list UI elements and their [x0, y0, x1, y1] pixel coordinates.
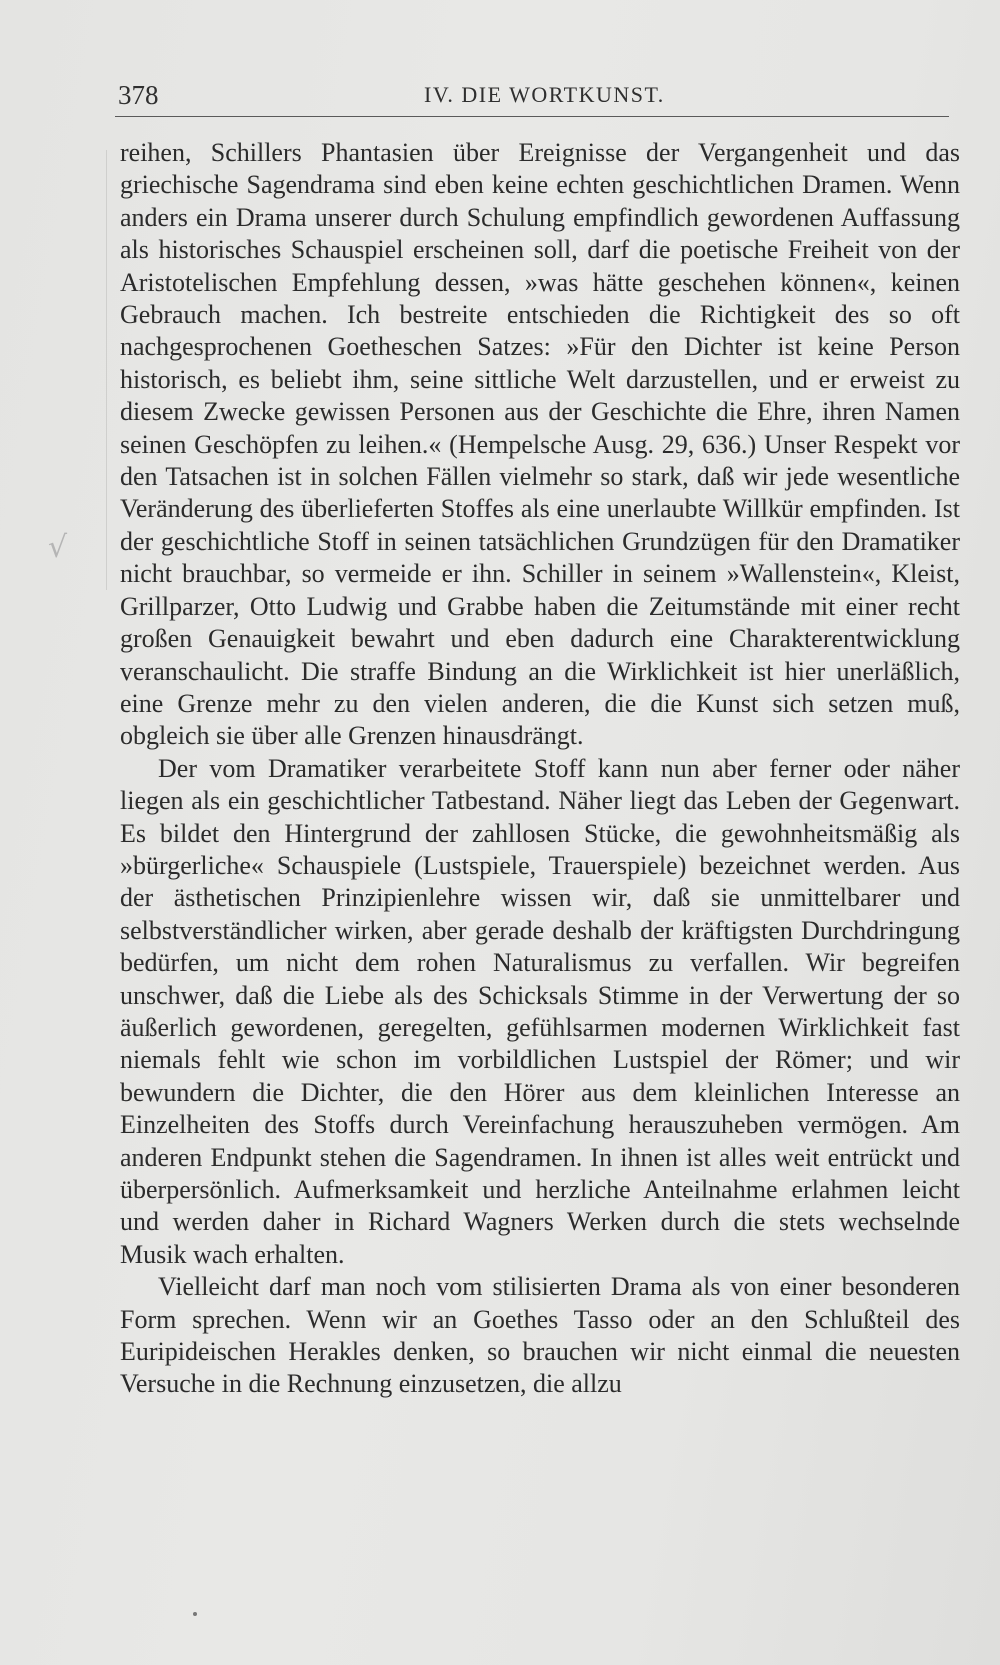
- page-number: 378: [118, 80, 159, 110]
- running-head: IV. DIE WORTKUNST.: [424, 82, 665, 107]
- ink-speck: [193, 1612, 197, 1616]
- body-text: [120, 137, 960, 1401]
- paragraph-3: Vielleicht darf man noch vom stilisierten Drama als von einer besonderen Form sprechen. Wenn wir an Goethes Tasso oder an den Schlußteil des Euripideischen Herakles denken, so brauchen wir nicht einmal die neuesten Versuche in die Rechnung einzusetzen, die allzu: [120, 1272, 960, 1399]
- margin-pencil-mark: √: [48, 530, 68, 565]
- margin-pencil-line: [106, 150, 107, 590]
- header-rule: [115, 116, 949, 117]
- page-header: [118, 80, 948, 116]
- paragraph-2: Der vom Dramatiker verarbeitete Stoff kann nun aber ferner oder näher liegen als ein geschichtlicher Tatbestand. Näher liegt das Leben der Gegenwart. Es bildet den Hintergrund der zahllosen Stücke, die gewohnheitsmäßig als »bürgerliche« Schauspiele (Lustspiele, Trauerspiele) bezeichnet werden. Aus der ästhetischen Prinzipienlehre wissen wir, daß sie unmittelbarer und selbstverständlicher wirken, aber gerade deshalb der kräftigsten Durchdringung bedürfen, um nicht dem rohen Naturalismus zu verfallen. Wir begreifen unschwer, daß die Liebe als des Schicksals Stimme in der Verwertung der so äußerlich gewordenen, geregelten, gefühlsarmen modernen Wirklichkeit fast niemals fehlt wie schon im vorbildlichen Lustspiel der Römer; und wir bewundern die Dichter, die den Hörer aus dem kleinlichen Interesse an Einzelheiten des Stoffs durch Vereinfachung herauszuheben vermögen. Am anderen Endpunkt stehen die Sagendramen. In ihnen ist alles weit entrückt und überpersönlich. Aufmerksamkeit und herzliche Anteilnahme erlahmen leicht und werden daher in Richard Wagners Werken durch die stets wechselnde Musik wach erhalten.: [120, 753, 960, 1269]
- paragraph-1: reihen, Schillers Phantasien über Ereignisse der Vergangenheit und das griechische Sagendrama sind eben keine echten geschichtlichen Dramen. Wenn anders ein Drama unserer durch Schulung empfindlich gewordenen Auffassung als historisches Schauspiel erscheinen soll, darf die poetische Freiheit von der Aristotelischen Empfehlung dessen, »was hätte geschehen können«, keinen Gebrauch machen. Ich bestreite entschieden die Richtigkeit des so oft nachgesprochenen Goetheschen Satzes: »Für den Dichter ist keine Person historisch, es beliebt ihm, seine sittliche Welt darzustellen, und er erweist zu diesem Zwecke gewissen Personen aus der Geschichte die Ehre, ihren Namen seinen Geschöpfen zu leihen.« (Hempelsche Ausg. 29, 636.) Unser Respekt vor den Tatsachen ist in solchen Fällen vielmehr so stark, daß wir jede wesentliche Veränderung des überlieferten Stoffes als eine unerlaubte Willkür empfinden. Ist der geschichtliche Stoff in seinen tatsächlichen Grundzügen für den Dramatiker nicht brauchbar, so vermeide er ihn. Schiller in seinem »Wallenstein«, Kleist, Grillparzer, Otto Ludwig und Grabbe haben die Zeitumstände mit einer recht großen Genauigkeit bewahrt und eben dadurch eine Charakterentwicklung veranschaulicht. Die straffe Bindung an die Wirklichkeit ist hier unerläßlich, eine Grenze mehr zu den vielen anderen, die die Kunst sich setzen muß, obgleich sie über alle Grenzen hinausdrängt.: [120, 138, 960, 751]
